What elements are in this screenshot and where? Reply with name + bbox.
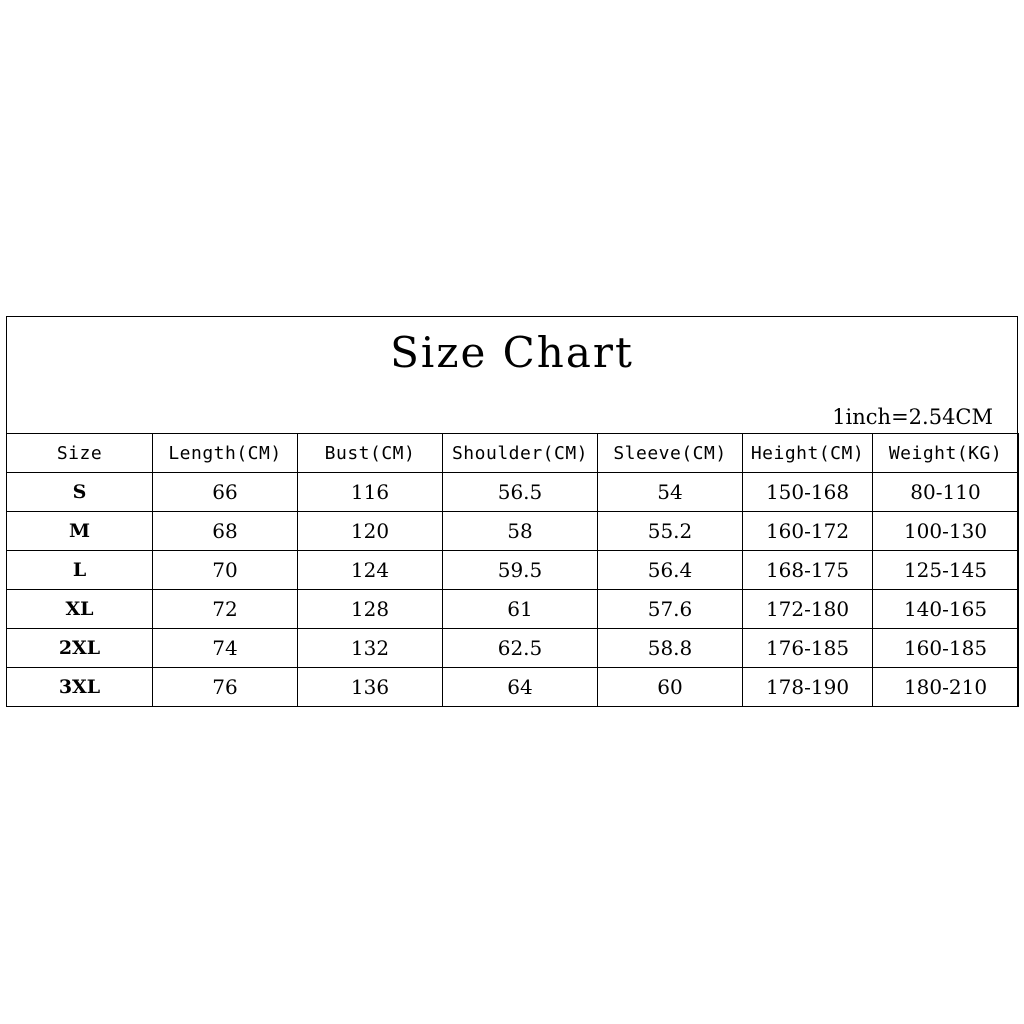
bust-value: 120: [298, 512, 443, 551]
weight-value: 100-130: [873, 512, 1019, 551]
chart-title: Size Chart: [390, 328, 634, 377]
header-row: [7, 434, 1019, 473]
table-row: [7, 590, 1019, 629]
table-row: [7, 668, 1019, 707]
shoulder-value: 62.5: [443, 629, 598, 668]
weight-value: 180-210: [873, 668, 1019, 707]
height-value: 160-172: [743, 512, 873, 551]
size-label: L: [7, 551, 153, 590]
bust-value: 128: [298, 590, 443, 629]
shoulder-value: 56.5: [443, 473, 598, 512]
weight-value: 125-145: [873, 551, 1019, 590]
bust-value: 132: [298, 629, 443, 668]
column-header-length: Length(CM): [153, 434, 298, 473]
size-label: S: [7, 473, 153, 512]
chart-header: [7, 317, 1017, 434]
sleeve-value: 60: [598, 668, 743, 707]
bust-value: 124: [298, 551, 443, 590]
column-header-bust: Bust(CM): [298, 434, 443, 473]
weight-value: 160-185: [873, 629, 1019, 668]
bust-value: 136: [298, 668, 443, 707]
shoulder-value: 64: [443, 668, 598, 707]
height-value: 178-190: [743, 668, 873, 707]
sleeve-value: 55.2: [598, 512, 743, 551]
length-value: 72: [153, 590, 298, 629]
size-label: M: [7, 512, 153, 551]
sleeve-value: 54: [598, 473, 743, 512]
size-label: 2XL: [7, 629, 153, 668]
sleeve-value: 57.6: [598, 590, 743, 629]
table-row: [7, 473, 1019, 512]
size-chart: [6, 316, 1018, 707]
height-value: 168-175: [743, 551, 873, 590]
height-value: 176-185: [743, 629, 873, 668]
length-value: 68: [153, 512, 298, 551]
shoulder-value: 59.5: [443, 551, 598, 590]
size-table: [6, 433, 1019, 707]
shoulder-value: 58: [443, 512, 598, 551]
column-header-weight: Weight(KG): [873, 434, 1019, 473]
unit-conversion-note: 1inch=2.54CM: [832, 405, 993, 429]
sleeve-value: 56.4: [598, 551, 743, 590]
length-value: 74: [153, 629, 298, 668]
size-label: 3XL: [7, 668, 153, 707]
height-value: 172-180: [743, 590, 873, 629]
sleeve-value: 58.8: [598, 629, 743, 668]
table-row: [7, 551, 1019, 590]
length-value: 76: [153, 668, 298, 707]
length-value: 70: [153, 551, 298, 590]
table-row: [7, 629, 1019, 668]
column-header-sleeve: Sleeve(CM): [598, 434, 743, 473]
weight-value: 140-165: [873, 590, 1019, 629]
length-value: 66: [153, 473, 298, 512]
height-value: 150-168: [743, 473, 873, 512]
bust-value: 116: [298, 473, 443, 512]
weight-value: 80-110: [873, 473, 1019, 512]
shoulder-value: 61: [443, 590, 598, 629]
column-header-size: Size: [7, 434, 153, 473]
column-header-height: Height(CM): [743, 434, 873, 473]
size-label: XL: [7, 590, 153, 629]
table-row: [7, 512, 1019, 551]
column-header-shoulder: Shoulder(CM): [443, 434, 598, 473]
